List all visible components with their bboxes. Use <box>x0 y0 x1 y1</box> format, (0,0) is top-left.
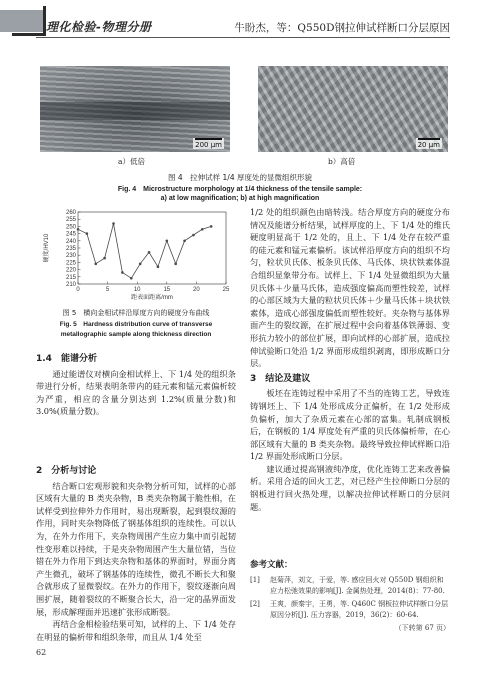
y-tick-label: 260 <box>65 210 76 216</box>
section-1-4-heading: 1.4 能谱分析 <box>36 354 97 364</box>
y-tick-label: 220 <box>65 267 76 274</box>
x-tick-label: 0 <box>76 287 80 293</box>
figure5-caption-cn: 图 5 横向金相试样沿厚度方向的硬度分布曲线 <box>62 309 210 317</box>
subfigure-label-b: b）高倍 <box>328 157 356 166</box>
micrograph-low-magnification <box>40 66 230 152</box>
section-2-paragraph-2: 再结合金相检验结果可知，试样的上、下 1/4 处存在明显的偏析带和组织条带，而且从 1/4 处至 <box>36 619 236 642</box>
y-tick-label: 215 <box>65 274 76 281</box>
hardness-point <box>201 228 204 231</box>
hardness-point <box>192 234 195 237</box>
figure5-caption-en: Fig. 5 Hardness distribution curve of transverse metallographic sample along thickness direction <box>59 321 213 338</box>
plot-frame <box>78 212 226 284</box>
hardness-point <box>112 222 115 225</box>
hardness-point <box>103 257 106 260</box>
right-paragraph-top: 1/2 处的组织颜色由暗转浅。结合厚度方向的硬度分布情况及能谱分析结果，试样厚度的上、下 1/4 处的维氏硬度明显高于 1/2 处的，且上、下 1/4 处存在较严重的硅元素和锰元素偏析。该试样沿厚度方向的组织不均匀，粒状贝氏体、板条贝氏体、马氏体、块状铁素体混合组织显象带分布。试样上、下 1/4 处显微组织为大量贝氏体＋少量马氏体，造成强度偏高而塑性较差，试样的心部区域为大量的粒状贝氏体＋少量马氏体＋块状铁素体，造成心部强度偏低而塑性较好。夹杂物与基体界面产生的裂纹源，在扩展过程中会向着基体铁薄弱、变形抗力较小的部位扩展，即向试样的心部扩展，造成拉伸试验断口处沿 1/2 界面形成组织剥离，即形成断口分层。 <box>250 207 450 369</box>
reference-item: [2] 王爽，颜秦宇，王勇，等. Q460C 钢板拉伸试样断口分层原因分析[J]. 压力容器，2019，36(2)：60-64. <box>250 600 449 619</box>
y-tick-label: 255 <box>65 217 76 224</box>
x-tick-label: 15 <box>163 287 171 293</box>
x-tick-label: 5 <box>105 287 110 293</box>
y-tick-label: 240 <box>65 238 76 245</box>
section-1-4 <box>36 350 236 418</box>
running-title: 牛盼杰，等：Q550D钢拉伸试样断口分层原因 <box>234 22 450 34</box>
y-tick-label: 250 <box>65 224 76 231</box>
hardness-point <box>148 251 151 254</box>
section-3-heading: 3 结论及建议 <box>250 373 311 384</box>
hardness-point <box>77 228 80 231</box>
section-1-4-paragraph: 通过能谱仪对横向金相试样上、下 1/4 处的组织条带进行分析，结果表明条带内的硅元素和锰元素偏析较为严重，相应的含量分别达到 1.2%(质量分数)和 3.0%(质量分数)。 <box>36 368 236 417</box>
section-2-heading: 2 分析与讨论 <box>36 466 97 476</box>
hardness-point <box>94 263 97 266</box>
page-number: 62 <box>36 648 47 657</box>
hardness-distribution-chart <box>36 208 236 306</box>
conclusion-paragraph-2: 建议通过提高钢液纯净度，优化连铸工艺来改善偏析。采用合适的回火工艺，对已经产生拉伸断口分层的钢板进行回火热处理，以解决拉伸试样断口的分层问题。 <box>250 463 450 512</box>
figure4-caption-cn: 图 4 拉伸试样 1/4 厚度处的显微组织形貌 <box>168 173 312 182</box>
page-header <box>0 0 480 44</box>
y-tick-label: 230 <box>65 253 76 260</box>
references-title: 参考文献： <box>250 560 293 570</box>
y-axis-label: 硬度/HV10 <box>44 233 50 263</box>
x-tick-label: 10 <box>133 287 141 293</box>
right-column <box>250 206 450 513</box>
figure4-caption-en-2: a) at low magnification; b) at high magnification <box>160 195 320 202</box>
hardness-point <box>121 271 124 274</box>
subfigure-label-a: a）低倍 <box>118 157 145 166</box>
figure4-caption-en-1: Fig. 4 Microstructure morphology at 1/4 thickness of the tensile sample: <box>117 186 363 193</box>
y-tick-label: 245 <box>65 231 76 238</box>
conclusion-paragraph-1: 板坯在连铸过程中采用了不当的连铸工艺，导致连铸钢坯上、下 1/4 处形成成分正偏析，在 1/2 处形成负偏析，加大了杂质元素在心部的富集。轧制成钢板后，在钢板的 1/4 厚度处有严重的贝氏体偏析带，在心部区域有大量的 B 类夹杂物。最终导致拉伸试样断口沿 1/2 界面处形成断口分层。 <box>250 388 450 462</box>
scale-bar-b: 20 μm <box>416 138 442 149</box>
hardness-point <box>210 225 213 228</box>
hardness-point <box>139 263 142 266</box>
scale-bar-a: 200 μm <box>193 138 224 149</box>
x-axis-label: 距表面距离/mm <box>131 295 173 301</box>
hardness-point <box>183 240 186 243</box>
section-2 <box>36 462 236 643</box>
micrograph-high-magnification <box>258 66 448 152</box>
continued-note: （下转第 67 页） <box>394 624 450 632</box>
y-tick-label: 225 <box>65 260 76 267</box>
hardness-point <box>86 232 89 235</box>
hardness-line <box>78 224 211 279</box>
hardness-point <box>157 265 160 268</box>
reference-item: [1] 赵菊萍，刘文，于爱，等. 感应回火对 Q550D 钢组织和应力松弛效果的影响[J]. 金属热处理，2014(8)：77-80. <box>250 576 445 595</box>
journal-logo-text: 理化检验-物理分册 <box>46 20 152 34</box>
section-2-paragraph-1: 结合断口宏观形貌和夹杂物分析可知，试样的心部区域有大量的 B 类夹杂物，B 类夹杂物属于脆性相，在试样受到拉伸外力作用时，易出现断裂，起到裂纹源的作用，同时夹杂物降低了钢基体组织的连续性。可以认为，在外力作用下，夹杂物周围产生应力集中而引起韧性变形难以持续，于是夹杂物周围产生大量位错，当位错在外力作用下到达夹杂物和基体的界面时，界面分离产生微孔，破坏了钢基体的连续性，微孔不断长大和聚合就形成了显微裂纹。在外力的作用下，裂纹逐渐向周围扩展，随着裂纹的不断聚合长大，沿一定的晶界面发展，形成解理面并迅速扩张形成断裂。 <box>36 480 236 617</box>
x-tick-label: 25 <box>222 287 230 293</box>
hardness-point <box>130 277 133 280</box>
references <box>250 560 450 634</box>
hardness-point <box>166 240 169 243</box>
hardness-point <box>174 263 177 266</box>
x-tick-label: 20 <box>193 287 200 293</box>
y-tick-label: 210 <box>65 282 76 288</box>
y-tick-label: 235 <box>65 246 76 252</box>
header-rule <box>36 37 450 38</box>
